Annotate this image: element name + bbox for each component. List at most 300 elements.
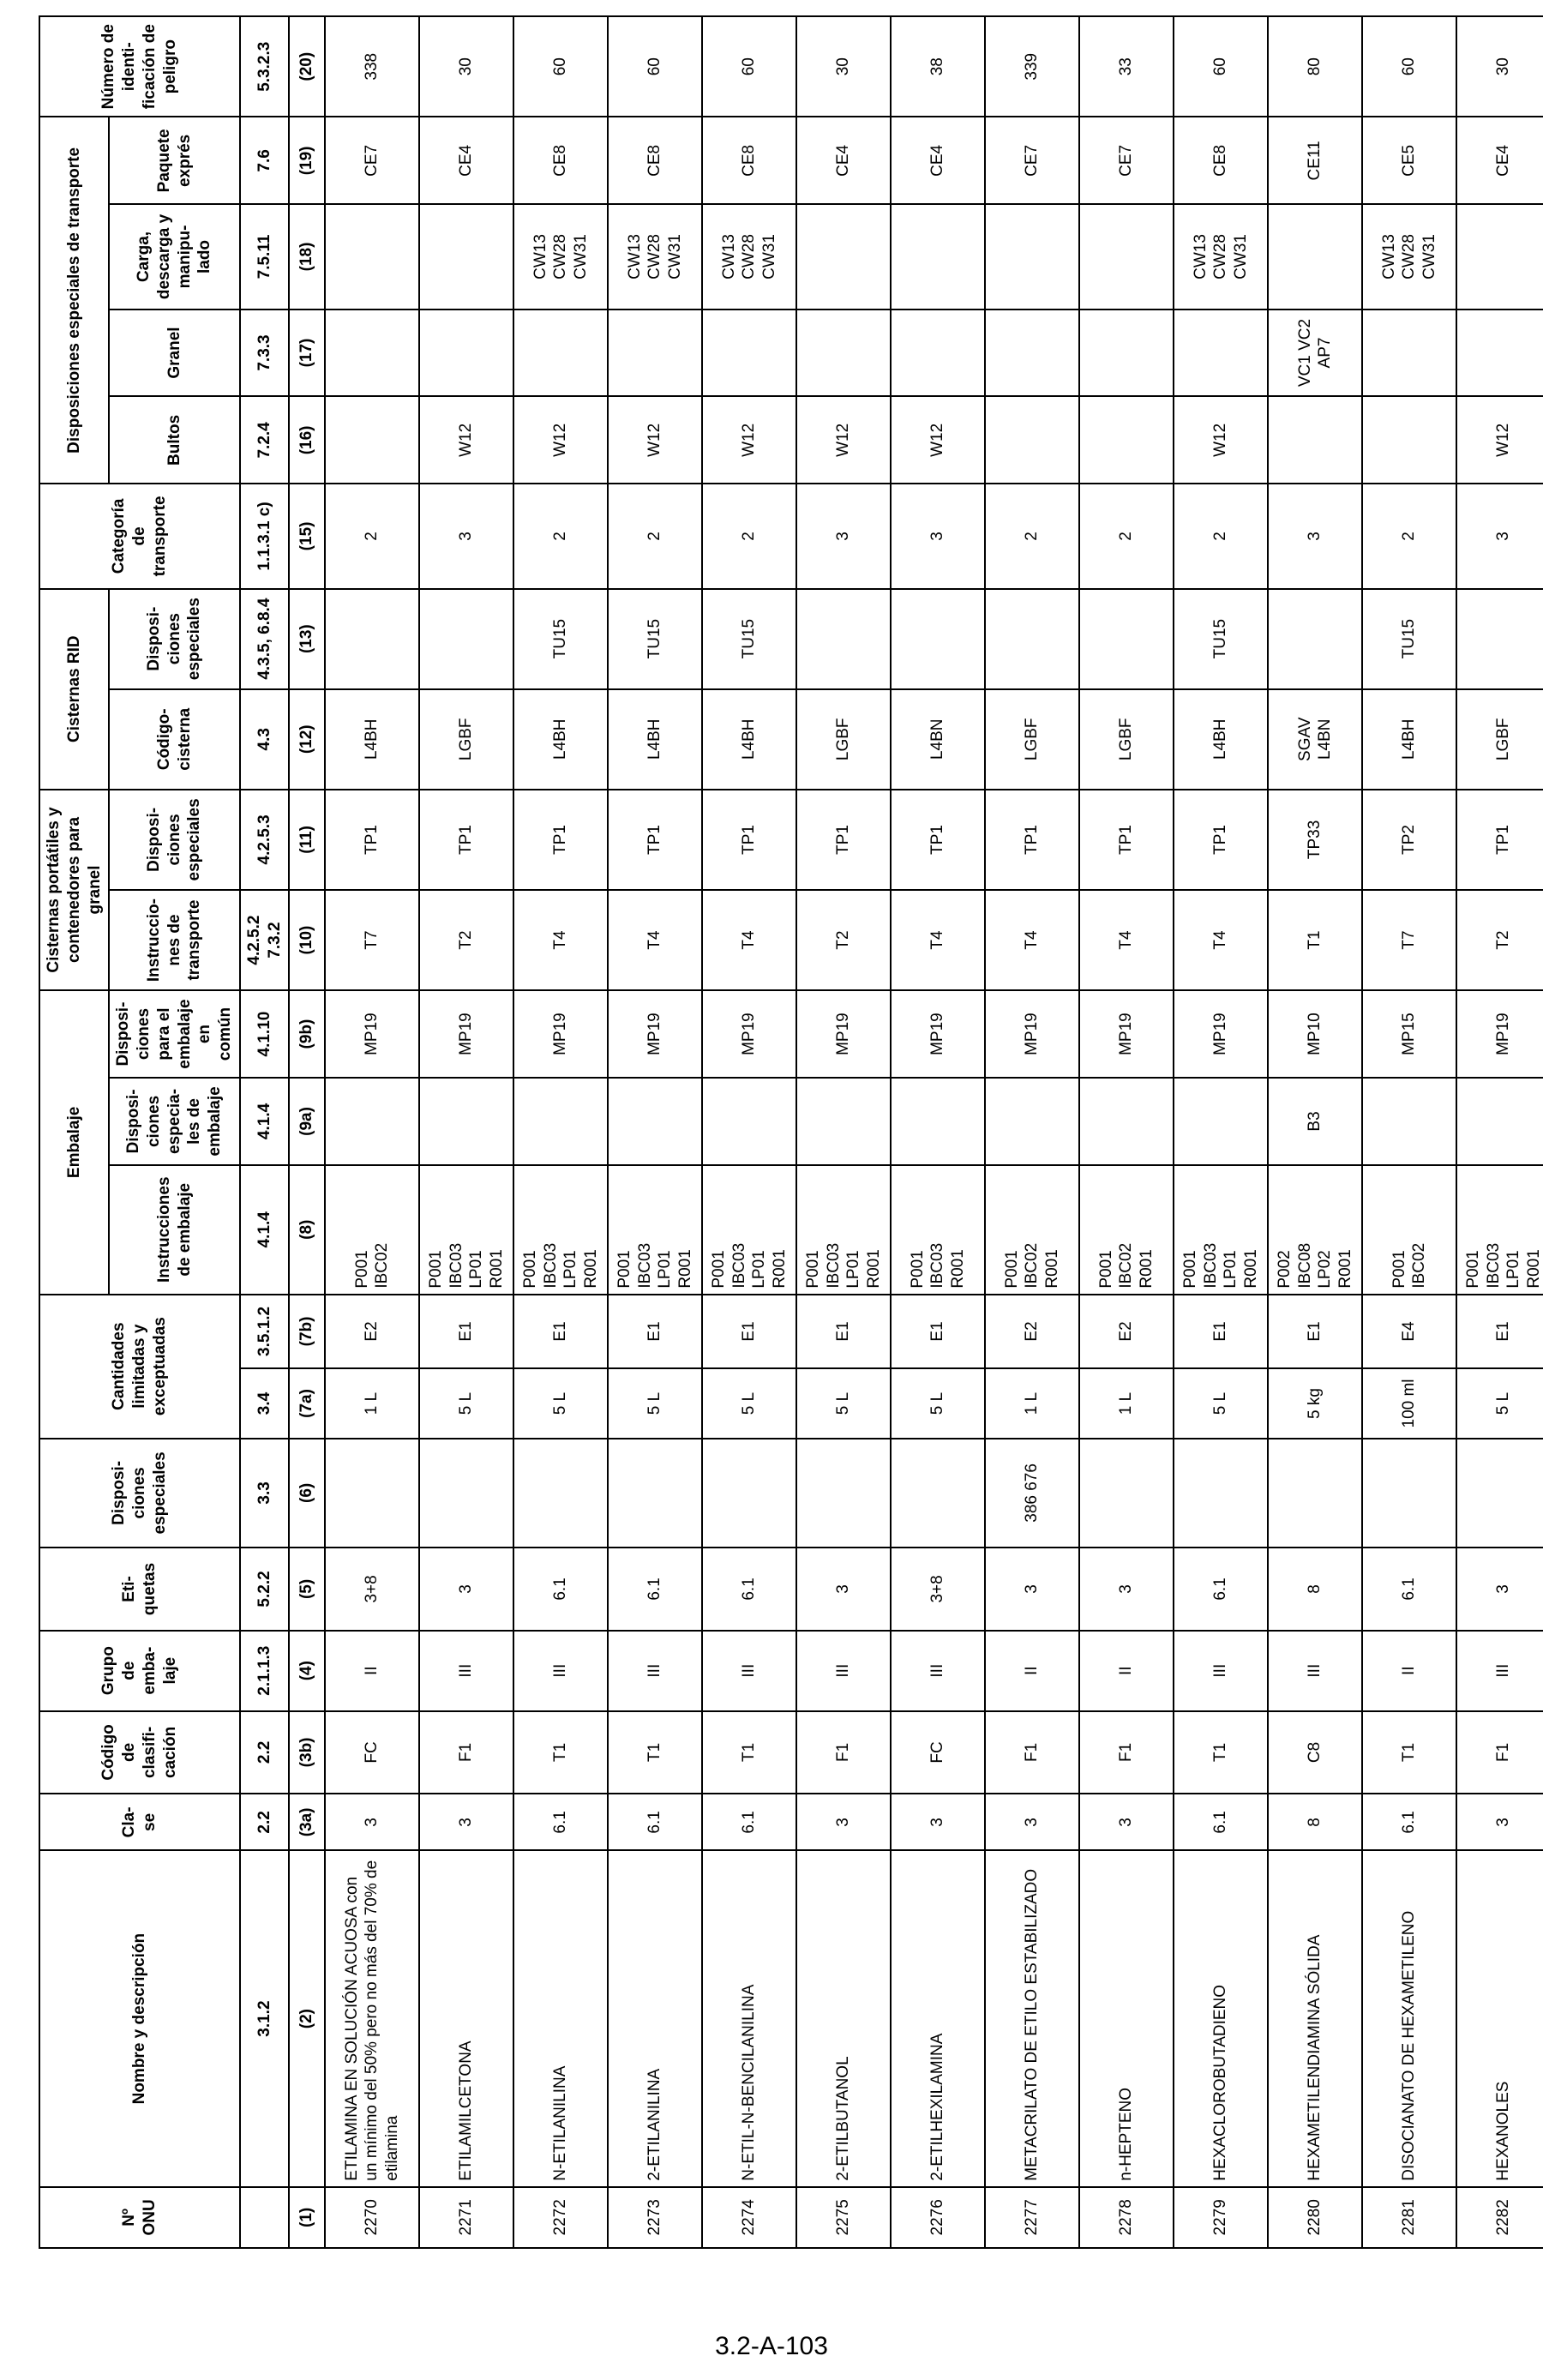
special-provisions-cell: [1456, 1439, 1543, 1548]
tank-code-cell: LGBF: [419, 689, 513, 790]
classification-code-cell: T1: [608, 1711, 702, 1794]
header-packaging: Embalaje: [39, 990, 109, 1295]
loading-provision: CW31: [572, 234, 591, 279]
mixed-packing-cell: MP19: [325, 990, 419, 1078]
packing-instruction: IBC03: [729, 1242, 748, 1289]
packing-instruction: R001: [1242, 1249, 1260, 1289]
portable-special-cell: TP1: [608, 790, 702, 890]
excepted-quantity-cell: E2: [1079, 1295, 1174, 1369]
packing-instructions-cell: [513, 1165, 608, 1295]
limited-quantity-cell: 5 L: [702, 1368, 796, 1438]
packing-instruction: R001: [1336, 1249, 1354, 1289]
special-provisions-cell: 386 676: [985, 1439, 1079, 1548]
mixed-packing-cell: MP19: [1456, 990, 1543, 1078]
classification-code-cell: F1: [985, 1711, 1079, 1794]
portable-special-cell: TP1: [513, 790, 608, 890]
name-cell: N-ETIL-N-BENCILANILINA: [702, 1851, 796, 2187]
hazard-id-cell: 80: [1268, 16, 1362, 117]
classification-code-cell: T1: [1362, 1711, 1456, 1794]
tank-special-cell: [1456, 589, 1543, 689]
portable-special-cell: TP1: [1174, 790, 1268, 890]
reference-cell: [240, 2187, 290, 2248]
packing-instruction: P001: [709, 1250, 728, 1289]
transport-category-cell: 2: [702, 484, 796, 588]
packages-cell: W12: [419, 396, 513, 484]
packing-group-cell: II: [1079, 1631, 1174, 1711]
special-provisions-cell: [1268, 1439, 1362, 1548]
special-provisions-cell: [796, 1439, 891, 1548]
packing-group-cell: III: [608, 1631, 702, 1711]
un-number-cell: 2279: [1174, 2187, 1268, 2248]
table-row: [1362, 16, 1456, 2248]
packing-instruction: P001: [1463, 1250, 1482, 1289]
header-limited-quantities: Cantidades limitadas y exceptuadas: [39, 1295, 240, 1439]
un-number-cell: 2277: [985, 2187, 1079, 2248]
labels-cell: 3: [1456, 1548, 1543, 1631]
packing-special-cell: [325, 1078, 419, 1165]
column-number-cell: (1): [289, 2187, 325, 2248]
reference-cell: 1.1.3.1 c): [240, 484, 290, 588]
express-cell: CE11: [1268, 117, 1362, 204]
portable-instruction-cell: T4: [608, 890, 702, 990]
packing-instruction: R001: [488, 1249, 506, 1289]
header-rid-tanks: Cisternas RID: [39, 589, 109, 790]
limited-quantity-cell: 5 L: [796, 1368, 891, 1438]
class-cell: 6.1: [702, 1794, 796, 1850]
packing-special-cell: [1362, 1078, 1456, 1165]
labels-cell: 3: [1079, 1548, 1174, 1631]
tank-special-cell: [985, 589, 1079, 689]
reference-cell: 4.1.10: [240, 990, 290, 1078]
express-cell: CE7: [325, 117, 419, 204]
limited-quantity-cell: 100 ml: [1362, 1368, 1456, 1438]
packing-instructions-cell: [1362, 1165, 1456, 1295]
limited-quantity-cell: 5 L: [1174, 1368, 1268, 1438]
packing-instruction: P001: [1002, 1250, 1021, 1289]
transport-category-cell: 2: [1362, 484, 1456, 588]
packing-instruction: LP01: [1504, 1250, 1523, 1289]
special-provisions-cell: [1174, 1439, 1268, 1548]
column-number-cell: (7a): [289, 1368, 325, 1438]
name-cell: ETILAMILCETONA: [419, 1851, 513, 2187]
header-portable-special: Disposi- ciones especiales: [109, 790, 240, 890]
labels-cell: 3: [796, 1548, 891, 1631]
packing-instruction: IBC03: [447, 1242, 465, 1289]
column-number-cell: (12): [289, 689, 325, 790]
labels-cell: 6.1: [608, 1548, 702, 1631]
header-hazard-id: Número de identi- ficación de peligro: [39, 16, 240, 117]
hazard-id-cell: 60: [608, 16, 702, 117]
column-number-cell: (4): [289, 1631, 325, 1711]
reference-cell: 3.1.2: [240, 1851, 290, 2187]
bulk-cell: [985, 310, 1079, 397]
bulk-cell: [1456, 310, 1543, 397]
special-provisions-cell: [608, 1439, 702, 1548]
header-tank-special: Disposi- ciones especiales: [109, 589, 240, 689]
express-cell: CE8: [608, 117, 702, 204]
excepted-quantity-cell: E1: [419, 1295, 513, 1369]
limited-quantity-cell: 5 L: [419, 1368, 513, 1438]
labels-cell: 3+8: [891, 1548, 985, 1631]
express-cell: CE7: [1079, 117, 1174, 204]
table-row: [1079, 16, 1174, 2248]
class-cell: 3: [419, 1794, 513, 1850]
hazard-id-cell: 30: [796, 16, 891, 117]
table-row: [608, 16, 702, 2248]
reference-cell: 3.5.1.2: [240, 1295, 290, 1369]
reference-cell: 7.3.3: [240, 310, 290, 397]
portable-instruction-cell: T4: [891, 890, 985, 990]
packing-instruction: R001: [1525, 1249, 1543, 1289]
header-express: Paquete exprés: [109, 117, 240, 204]
tank-special-cell: TU15: [1174, 589, 1268, 689]
packing-special-cell: B3: [1268, 1078, 1362, 1165]
portable-instruction-cell: T4: [1174, 890, 1268, 990]
packages-cell: W12: [1456, 396, 1543, 484]
column-number-cell: (19): [289, 117, 325, 204]
bulk-cell: [1362, 310, 1456, 397]
reference-cell: 5.3.2.3: [240, 16, 290, 117]
excepted-quantity-cell: E1: [513, 1295, 608, 1369]
loading-cell: [796, 204, 891, 309]
mixed-packing-cell: MP19: [1079, 990, 1174, 1078]
tank-code-cell: L4BH: [1362, 689, 1456, 790]
packing-instruction: P001: [615, 1250, 633, 1289]
tank-code-cell: LGBF: [1456, 689, 1543, 790]
mixed-packing-cell: MP19: [702, 990, 796, 1078]
header-loading: Carga, descarga y manipu- lado: [109, 204, 240, 309]
name-cell: HEXAMETILENDIAMINA SÓLIDA: [1268, 1851, 1362, 2187]
loading-provision: CW28: [645, 234, 664, 279]
mixed-packing-cell: MP19: [1174, 990, 1268, 1078]
packing-instruction: LP01: [561, 1250, 580, 1289]
labels-cell: 6.1: [1362, 1548, 1456, 1631]
mixed-packing-cell: MP19: [985, 990, 1079, 1078]
bulk-cell: [608, 310, 702, 397]
loading-provision: CW28: [1400, 234, 1419, 279]
loading-provision: CW31: [1420, 234, 1439, 279]
tank-special-cell: [419, 589, 513, 689]
loading-cell: [985, 204, 1079, 309]
transport-category-cell: 3: [891, 484, 985, 588]
mixed-packing-cell: MP15: [1362, 990, 1456, 1078]
table-row: [796, 16, 891, 2248]
portable-instruction-cell: T4: [985, 890, 1079, 990]
transport-category-cell: 2: [513, 484, 608, 588]
packing-instruction: R001: [949, 1249, 968, 1289]
bulk-cell: [513, 310, 608, 397]
packing-instruction: P001: [520, 1250, 539, 1289]
tank-code-cell: SGAV L4BN: [1268, 689, 1362, 790]
mixed-packing-cell: MP19: [608, 990, 702, 1078]
loading-cell: [702, 204, 796, 309]
classification-code-cell: C8: [1268, 1711, 1362, 1794]
packing-instructions-cell: [1268, 1165, 1362, 1295]
express-cell: CE4: [796, 117, 891, 204]
reference-cell: 2.1.1.3: [240, 1631, 290, 1711]
packing-instructions-cell: [325, 1165, 419, 1295]
reference-cell: 2.2: [240, 1794, 290, 1850]
header-bulk: Granel: [109, 310, 240, 397]
name-cell: DISOCIANATO DE HEXAMETILENO: [1362, 1851, 1456, 2187]
packages-cell: [1362, 396, 1456, 484]
packages-cell: W12: [891, 396, 985, 484]
packing-special-cell: [702, 1078, 796, 1165]
transport-category-cell: 2: [608, 484, 702, 588]
transport-category-cell: 3: [1456, 484, 1543, 588]
table-row: [513, 16, 608, 2248]
portable-special-cell: TP1: [419, 790, 513, 890]
special-provisions-cell: [325, 1439, 419, 1548]
transport-category-cell: 2: [985, 484, 1079, 588]
table-row: [702, 16, 796, 2248]
column-number-row: [289, 16, 325, 2248]
table-body: [325, 16, 1543, 2248]
table-row: [891, 16, 985, 2248]
packing-instruction: LP01: [1222, 1250, 1240, 1289]
packages-cell: W12: [513, 396, 608, 484]
portable-special-cell: TP1: [1456, 790, 1543, 890]
classification-code-cell: T1: [1174, 1711, 1268, 1794]
limited-quantity-cell: 5 L: [1456, 1368, 1543, 1438]
tank-special-cell: [1079, 589, 1174, 689]
packing-group-cell: III: [1456, 1631, 1543, 1711]
classification-code-cell: FC: [325, 1711, 419, 1794]
classification-code-cell: F1: [796, 1711, 891, 1794]
loading-provision: CW13: [719, 234, 738, 279]
column-number-cell: (13): [289, 589, 325, 689]
un-number-cell: 2275: [796, 2187, 891, 2248]
packing-instruction: IBC03: [635, 1242, 654, 1289]
loading-cell: [1456, 204, 1543, 309]
tank-code-cell: LGBF: [1079, 689, 1174, 790]
classification-code-cell: F1: [1079, 1711, 1174, 1794]
reference-cell: 4.2.5.2 7.3.2: [240, 890, 290, 990]
loading-cell: [419, 204, 513, 309]
packing-instruction: P001: [426, 1250, 445, 1289]
packing-instruction: P001: [1096, 1250, 1115, 1289]
special-provisions-cell: [419, 1439, 513, 1548]
hazard-id-cell: 60: [1362, 16, 1456, 117]
tank-special-cell: TU15: [608, 589, 702, 689]
packing-instruction: P001: [1180, 1250, 1199, 1289]
tank-special-cell: TU15: [513, 589, 608, 689]
class-cell: 3: [985, 1794, 1079, 1850]
class-cell: 6.1: [1174, 1794, 1268, 1850]
excepted-quantity-cell: E2: [985, 1295, 1079, 1369]
packing-group-cell: II: [1362, 1631, 1456, 1711]
limited-quantity-cell: 1 L: [985, 1368, 1079, 1438]
loading-cell: [1174, 204, 1268, 309]
packing-special-cell: [513, 1078, 608, 1165]
packages-cell: [325, 396, 419, 484]
dangerous-goods-table: [39, 15, 1543, 2249]
tank-code-cell: L4BH: [513, 689, 608, 790]
packages-cell: W12: [796, 396, 891, 484]
name-cell: ETILAMINA EN SOLUCIÓN ACUOSA con un mínimo del 50% pero no más del 70% de etilamina: [325, 1851, 419, 2187]
packing-group-cell: III: [1268, 1631, 1362, 1711]
transport-category-cell: 3: [419, 484, 513, 588]
rotated-page: [39, 15, 1543, 2249]
packing-instructions-cell: [608, 1165, 702, 1295]
tank-special-cell: [1268, 589, 1362, 689]
column-number-cell: (5): [289, 1548, 325, 1631]
express-cell: CE8: [702, 117, 796, 204]
packing-group-cell: III: [419, 1631, 513, 1711]
un-number-cell: 2270: [325, 2187, 419, 2248]
bulk-cell: [702, 310, 796, 397]
packages-cell: [1079, 396, 1174, 484]
bulk-cell: [325, 310, 419, 397]
class-cell: 3: [796, 1794, 891, 1850]
express-cell: CE4: [891, 117, 985, 204]
packing-instruction: P001: [352, 1250, 371, 1289]
reference-cell: 4.2.5.3: [240, 790, 290, 890]
header-portable-tanks: Cisternas portátiles y contenedores para granel: [39, 790, 109, 990]
mixed-packing-cell: MP10: [1268, 990, 1362, 1078]
packages-cell: W12: [1174, 396, 1268, 484]
reference-cell: 3.3: [240, 1439, 290, 1548]
express-cell: CE5: [1362, 117, 1456, 204]
name-cell: 2-ETILHEXILAMINA: [891, 1851, 985, 2187]
column-number-cell: (11): [289, 790, 325, 890]
hazard-id-cell: 60: [1174, 16, 1268, 117]
express-cell: CE4: [1456, 117, 1543, 204]
mixed-packing-cell: MP19: [419, 990, 513, 1078]
column-number-cell: (2): [289, 1851, 325, 2187]
excepted-quantity-cell: E1: [702, 1295, 796, 1369]
packing-special-cell: [891, 1078, 985, 1165]
packing-group-cell: II: [325, 1631, 419, 1711]
packing-instruction: R001: [865, 1249, 883, 1289]
labels-cell: 6.1: [702, 1548, 796, 1631]
packing-special-cell: [608, 1078, 702, 1165]
loading-cell: [1362, 204, 1456, 309]
table-row: [1174, 16, 1268, 2248]
packing-instruction: LP01: [467, 1250, 486, 1289]
portable-special-cell: TP2: [1362, 790, 1456, 890]
packing-instructions-cell: [1079, 1165, 1174, 1295]
reference-cell: 4.3.5, 6.8.4: [240, 589, 290, 689]
packing-group-cell: III: [513, 1631, 608, 1711]
loading-cell: [891, 204, 985, 309]
column-number-cell: (10): [289, 890, 325, 990]
classification-code-cell: T1: [702, 1711, 796, 1794]
packing-special-cell: [1456, 1078, 1543, 1165]
packing-instruction: P001: [908, 1250, 927, 1289]
packing-special-cell: [796, 1078, 891, 1165]
reference-cell: 7.6: [240, 117, 290, 204]
packages-cell: [985, 396, 1079, 484]
packing-instructions-cell: [419, 1165, 513, 1295]
loading-cell: [1079, 204, 1174, 309]
table-row: [325, 16, 419, 2248]
tank-special-cell: [891, 589, 985, 689]
bulk-cell: [419, 310, 513, 397]
page-number: 3.2-A-103: [715, 2332, 828, 2360]
mixed-packing-cell: MP19: [891, 990, 985, 1078]
name-cell: HEXACLOROBUTADIENO: [1174, 1851, 1268, 2187]
bulk-cell: [796, 310, 891, 397]
tank-code-cell: L4BH: [702, 689, 796, 790]
loading-provision: CW28: [551, 234, 570, 279]
packing-instruction: IBC02: [373, 1242, 392, 1289]
packing-group-cell: III: [891, 1631, 985, 1711]
transport-category-cell: 2: [1079, 484, 1174, 588]
packing-instructions-cell: [796, 1165, 891, 1295]
portable-special-cell: TP33: [1268, 790, 1362, 890]
hazard-id-cell: 30: [419, 16, 513, 117]
loading-provision: CW13: [1191, 234, 1210, 279]
mixed-packing-cell: MP19: [513, 990, 608, 1078]
tank-code-cell: L4BH: [325, 689, 419, 790]
packing-instruction: IBC02: [1410, 1242, 1429, 1289]
labels-cell: 6.1: [1174, 1548, 1268, 1631]
packing-group-cell: III: [1174, 1631, 1268, 1711]
transport-category-cell: 2: [1174, 484, 1268, 588]
transport-category-cell: 3: [796, 484, 891, 588]
packing-instruction: IBC03: [1484, 1242, 1503, 1289]
class-cell: 8: [1268, 1794, 1362, 1850]
tank-special-cell: [325, 589, 419, 689]
portable-instruction-cell: T4: [702, 890, 796, 990]
column-number-cell: (18): [289, 204, 325, 309]
header-packing-instructions: Instrucciones de embalaje: [109, 1165, 240, 1295]
packing-instructions-cell: [891, 1165, 985, 1295]
un-number-cell: 2278: [1079, 2187, 1174, 2248]
special-provisions-cell: [702, 1439, 796, 1548]
excepted-quantity-cell: E1: [796, 1295, 891, 1369]
un-number-cell: 2273: [608, 2187, 702, 2248]
reference-cell: 4.1.4: [240, 1165, 290, 1295]
name-cell: HEXANOLES: [1456, 1851, 1543, 2187]
packing-instruction: R001: [1138, 1249, 1156, 1289]
classification-code-cell: T1: [513, 1711, 608, 1794]
reference-cell: 4.3: [240, 689, 290, 790]
tank-special-cell: [796, 589, 891, 689]
class-cell: 6.1: [513, 1794, 608, 1850]
labels-cell: 3+8: [325, 1548, 419, 1631]
hazard-id-cell: 38: [891, 16, 985, 117]
column-number-cell: (9b): [289, 990, 325, 1078]
labels-cell: 6.1: [513, 1548, 608, 1631]
transport-category-cell: 3: [1268, 484, 1362, 588]
limited-quantity-cell: 5 kg: [1268, 1368, 1362, 1438]
packing-instruction: R001: [1043, 1249, 1062, 1289]
excepted-quantity-cell: E1: [891, 1295, 985, 1369]
header-name: Nombre y descripción: [39, 1851, 240, 2187]
classification-code-cell: F1: [1456, 1711, 1543, 1794]
labels-cell: 3: [419, 1548, 513, 1631]
portable-special-cell: TP1: [985, 790, 1079, 890]
packing-instruction: P002: [1275, 1250, 1294, 1289]
tank-code-cell: LGBF: [985, 689, 1079, 790]
loading-cell: [513, 204, 608, 309]
excepted-quantity-cell: E4: [1362, 1295, 1456, 1369]
packing-instructions-cell: [1456, 1165, 1543, 1295]
header-tank-code: Código- cisterna: [109, 689, 240, 790]
hazard-id-cell: 338: [325, 16, 419, 117]
column-number-cell: (6): [289, 1439, 325, 1548]
packing-instruction: IBC03: [541, 1242, 560, 1289]
un-number-cell: 2274: [702, 2187, 796, 2248]
packages-cell: W12: [702, 396, 796, 484]
reference-cell: 7.2.4: [240, 396, 290, 484]
un-number-cell: 2282: [1456, 2187, 1543, 2248]
express-cell: CE4: [419, 117, 513, 204]
un-number-cell: 2281: [1362, 2187, 1456, 2248]
portable-special-cell: TP1: [891, 790, 985, 890]
